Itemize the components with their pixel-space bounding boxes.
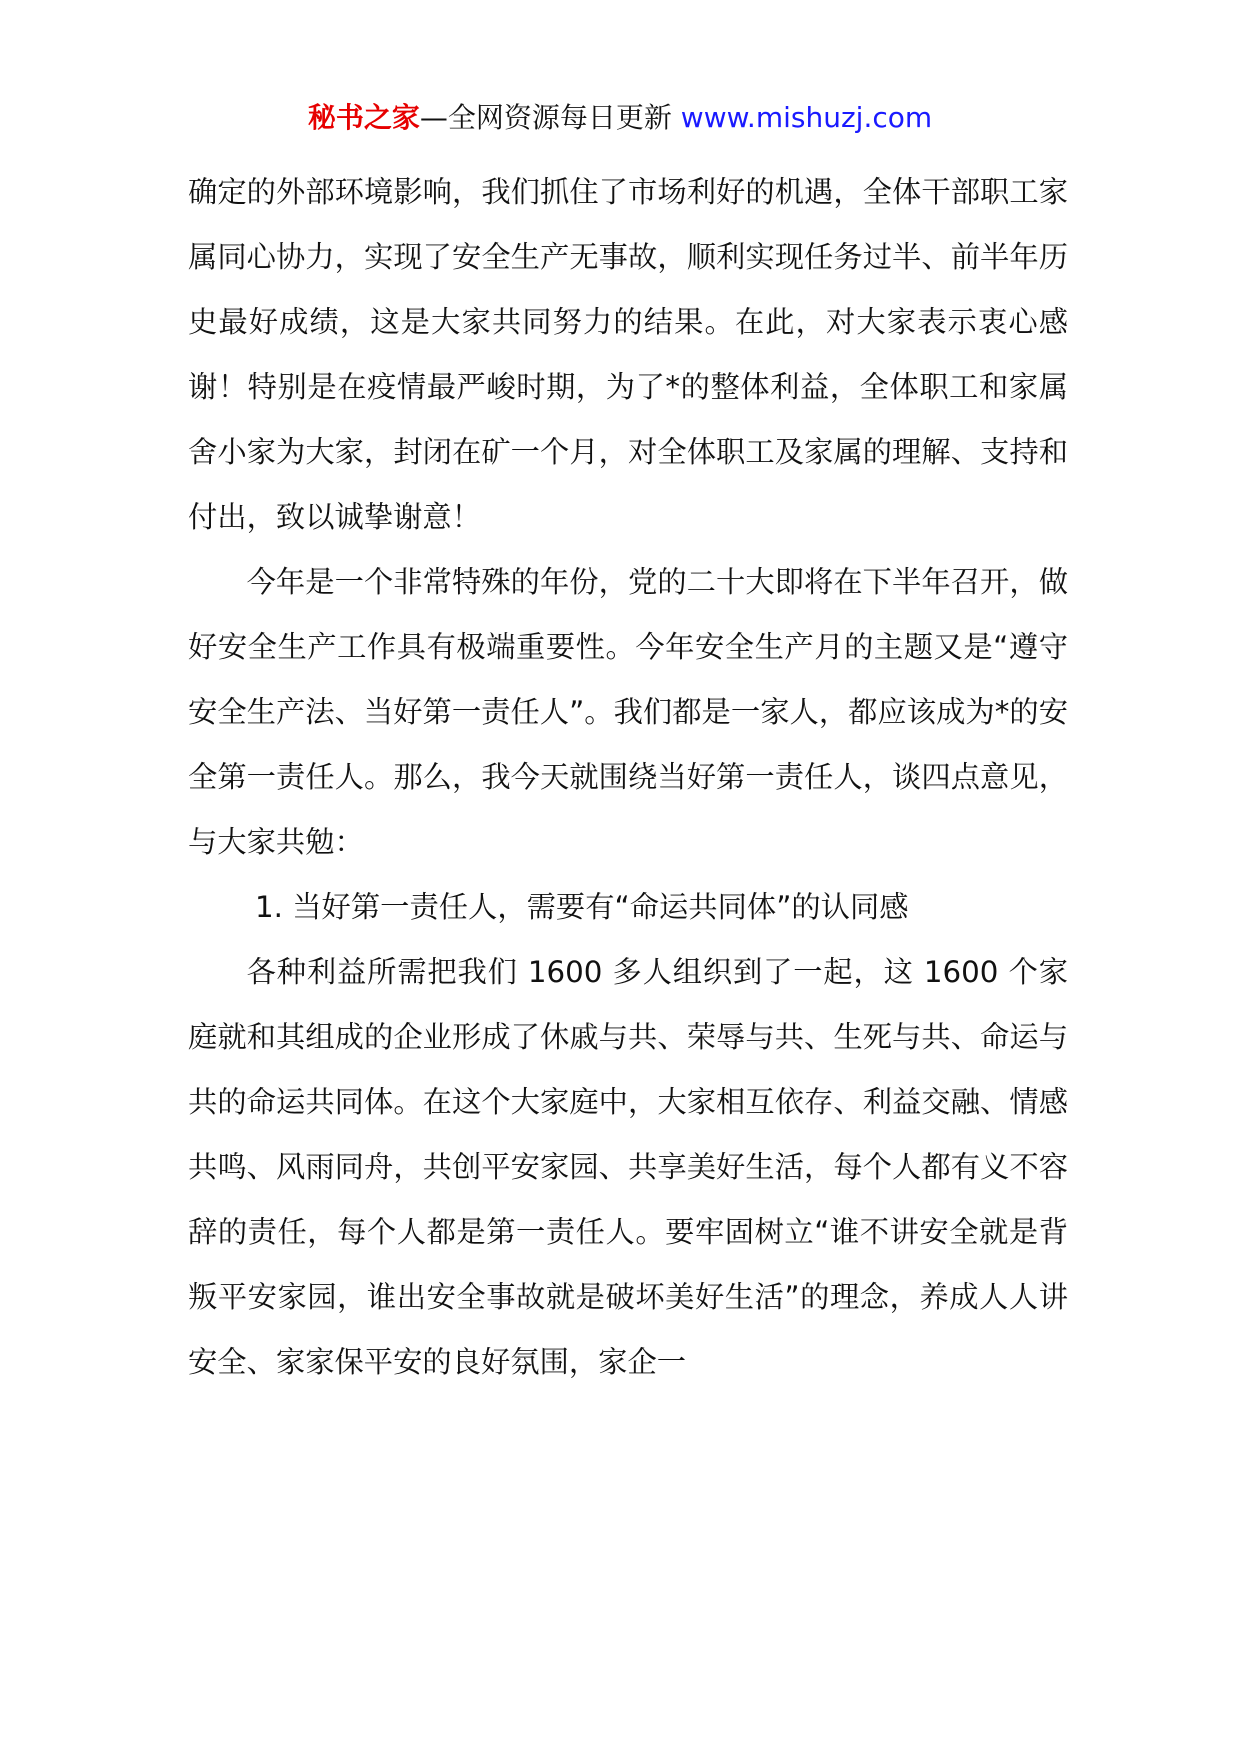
paragraph-continuation: 确定的外部环境影响，我们抓住了市场利好的机遇，全体干部职工家属同心协力，实现了安全生产无事故，顺利实现任务过半、前半年历史最好成绩，这是大家共同努力的结果。在此，对大家表示衷心感谢！特别是在疫情最严峻时期，为了*的整体利益，全体职工和家属舍小家为大家，封闭在矿一个月，对全体职工及家属的理解、支持和付出，致以诚挚谢意！ [188, 175, 1068, 534]
site-url-link[interactable]: www.mishuzj.com [680, 101, 933, 134]
site-tagline: —全网资源每日更新 [419, 101, 672, 134]
section-heading-1: 1. 当好第一责任人，需要有“命运共同体”的认同感 [255, 890, 909, 924]
paragraph-intro: 今年是一个非常特殊的年份，党的二十大即将在下半年召开，做好安全生产工作具有极端重要性。今年安全生产月的主题又是“遵守安全生产法、当好第一责任人”。我们都是一家人，都应该成为*的安全第一责任人。那么，我今天就围绕当好第一责任人，谈四点意见，与大家共勉： [188, 565, 1068, 859]
site-brand: 秘书之家 [307, 101, 420, 134]
site-header [0, 98, 1240, 138]
paragraph-section-1: 各种利益所需把我们 1600 多人组织到了一起，这 1600 个家庭就和其组成的企业形成了休戚与共、荣辱与共、生死与共、命运与共的命运共同体。在这个大家庭中，大家相互依存、利益交融、情感共鸣、风雨同舟，共创平安家园、共享美好生活，每个人都有义不容辞的责任，每个人都是第一责任人。要牢固树立“谁不讲安全就是背叛平安家园，谁出安全事故就是破坏美好生活”的理念，养成人人讲安全、家家保平安的良好氛围，家企一 [188, 955, 1068, 1379]
document-body [188, 160, 1068, 1395]
